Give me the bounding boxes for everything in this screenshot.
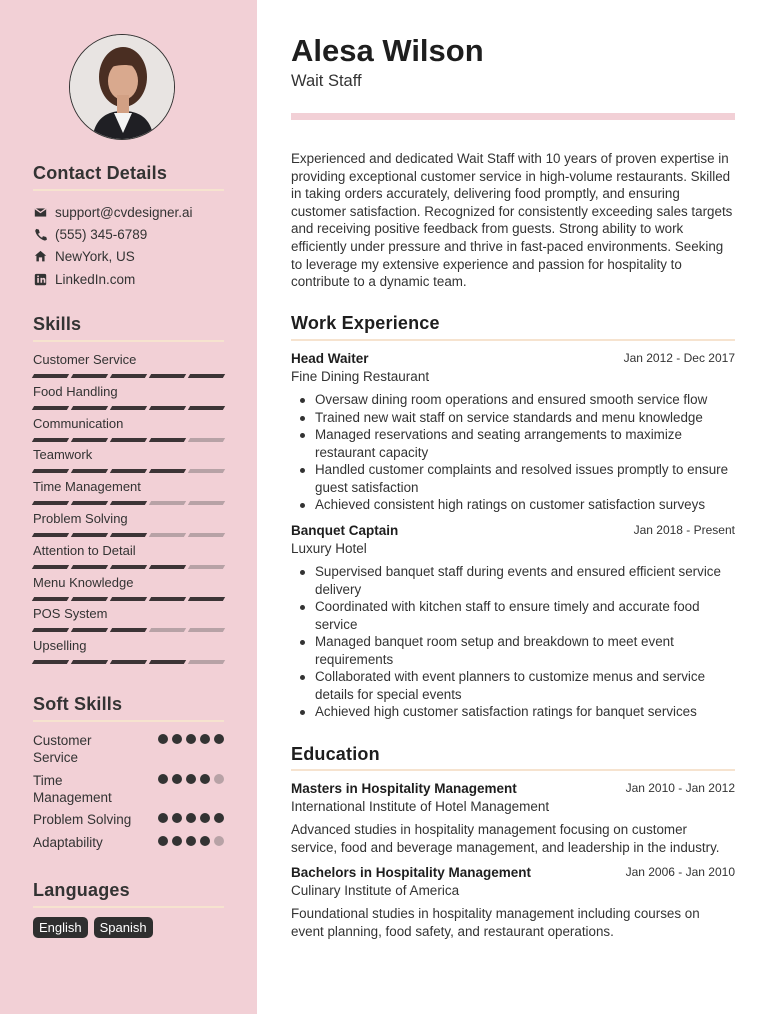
skill-name: Communication (33, 415, 124, 431)
skill-level-segment (149, 533, 186, 537)
skill-level-segment (32, 438, 69, 442)
skill-level-segment (188, 501, 225, 505)
skill-level-segment (149, 660, 186, 664)
skill-level-bars (33, 565, 224, 569)
job-header (291, 523, 735, 538)
skill-level-bars (33, 406, 224, 410)
soft-skill-level-dot (158, 813, 168, 823)
soft-skill-level-dot (214, 774, 224, 784)
contact-divider (33, 189, 224, 191)
skill-level-segment (110, 660, 147, 664)
education-header (291, 865, 735, 880)
skill-name: Attention to Detail (33, 542, 136, 558)
skill-name: Teamwork (33, 447, 93, 463)
list-item: Managed reservations and seating arrangements to maximize restaurant capacity (291, 426, 735, 461)
soft-skill-item (33, 811, 224, 828)
skill-level-bars (33, 501, 224, 505)
skill-item (33, 416, 224, 442)
skill-level-segment (71, 565, 108, 569)
skills-divider (33, 340, 224, 342)
soft-skill-item (33, 772, 224, 806)
skill-level-segment (71, 501, 108, 505)
soft-skill-name: Customer Service (33, 733, 92, 765)
education-dates: Jan 2010 - Jan 2012 (625, 781, 735, 795)
soft-skill-level-dot (200, 836, 210, 846)
job-bullets (291, 563, 735, 721)
contact-email[interactable] (33, 205, 193, 220)
skill-level-segment (188, 565, 225, 569)
soft-skill-item (33, 732, 224, 766)
soft-skill-level-dot (214, 836, 224, 846)
education-header (291, 781, 735, 796)
skill-level-segment (110, 565, 147, 569)
skill-item (33, 575, 224, 601)
job-bullets (291, 391, 735, 514)
skill-level-segment (149, 628, 186, 632)
skill-item (33, 384, 224, 410)
job-organization: Fine Dining Restaurant (291, 369, 430, 384)
skill-level-bars (33, 438, 224, 442)
skill-level-segment (110, 501, 147, 505)
skill-level-segment (188, 469, 225, 473)
skill-name: Menu Knowledge (33, 574, 134, 590)
job-header (291, 351, 735, 366)
languages-divider (33, 906, 224, 908)
soft-skill-item (33, 834, 224, 851)
soft-skill-name: Problem Solving (33, 812, 132, 827)
skill-level-segment (32, 533, 69, 537)
languages-heading: Languages (33, 880, 130, 900)
skill-level-segment (32, 660, 69, 664)
skill-level-segment (188, 660, 225, 664)
skill-level-segment (32, 628, 69, 632)
languages-list (33, 917, 153, 938)
skill-level-segment (149, 406, 186, 410)
list-item: Supervised banquet staff during events and ensured efficient service delivery (291, 563, 735, 598)
person-name: Alesa Wilson (291, 33, 484, 68)
skill-level-segment (149, 501, 186, 505)
school-name: International Institute of Hotel Management (291, 799, 550, 814)
work-divider (291, 339, 735, 341)
skill-level-segment (32, 469, 69, 473)
skill-level-segment (149, 438, 186, 442)
skill-level-bars (33, 469, 224, 473)
contact-heading: Contact Details (33, 163, 168, 183)
contact-email-text: support@cvdesigner.ai (55, 205, 193, 220)
soft-skill-level-dot (200, 774, 210, 784)
soft-skill-level-dot (186, 836, 196, 846)
job-organization: Luxury Hotel (291, 541, 367, 556)
skill-level-segment (32, 406, 69, 410)
soft-skill-level-dot (158, 836, 168, 846)
soft-skill-level-dots (158, 734, 224, 766)
skill-level-segment (32, 374, 69, 378)
education-divider (291, 769, 735, 771)
soft-skill-level-dot (186, 813, 196, 823)
skill-level-segment (149, 374, 186, 378)
profile-photo (69, 34, 175, 140)
soft-skill-level-dot (200, 813, 210, 823)
list-item: Collaborated with event planners to customize menus and service details for special events (291, 668, 735, 703)
list-item: Handled customer complaints and resolved issues promptly to ensure guest satisfaction (291, 461, 735, 496)
skill-level-segment (32, 597, 69, 601)
skill-level-segment (32, 565, 69, 569)
list-item: Achieved high customer satisfaction ratings for banquet services (291, 703, 735, 721)
soft-skills-heading: Soft Skills (33, 694, 123, 714)
school-name: Culinary Institute of America (291, 883, 460, 898)
skill-level-segment (110, 628, 147, 632)
skill-item (33, 352, 224, 378)
soft-skill-name: Adaptability (33, 835, 103, 850)
sidebar (0, 0, 257, 1014)
skill-level-segment (188, 406, 225, 410)
soft-skills-divider (33, 720, 224, 722)
skill-level-segment (71, 438, 108, 442)
education-dates: Jan 2006 - Jan 2010 (625, 865, 735, 879)
list-item: Oversaw dining room operations and ensured smooth service flow (291, 391, 735, 409)
skill-level-segment (32, 501, 69, 505)
skill-item (33, 638, 224, 664)
skill-level-segment (71, 374, 108, 378)
skill-level-segment (110, 374, 147, 378)
skill-item (33, 447, 224, 473)
skill-level-segment (71, 597, 108, 601)
skill-name: Problem Solving (33, 511, 128, 526)
job-position: Head Waiter (291, 351, 369, 366)
contact-location-text: NewYork, US (55, 249, 135, 264)
soft-skill-level-dot (214, 734, 224, 744)
degree-title: Masters in Hospitality Management (291, 781, 517, 796)
list-item: Managed banquet room setup and breakdown to meet event requirements (291, 633, 735, 668)
skill-level-segment (188, 597, 225, 601)
skill-level-segment (149, 565, 186, 569)
contact-linkedin-text: LinkedIn.com (55, 272, 136, 287)
skill-level-segment (110, 438, 147, 442)
skill-level-segment (188, 438, 225, 442)
contact-phone-text: (555) 345-6789 (55, 227, 148, 242)
skill-level-segment (110, 406, 147, 410)
skill-item (33, 606, 224, 632)
skill-level-segment (149, 597, 186, 601)
contact-location (33, 249, 135, 264)
list-item: Trained new wait staff on service standards and menu knowledge (291, 409, 735, 427)
degree-title: Bachelors in Hospitality Management (291, 865, 532, 880)
soft-skill-level-dot (172, 813, 182, 823)
education-description: Advanced studies in hospitality management focusing on customer service, food and beverage management, and leadership in the industry. (291, 822, 720, 855)
skill-level-bars (33, 628, 224, 632)
profile-portrait-icon (70, 35, 175, 140)
contact-phone[interactable] (33, 227, 147, 242)
list-item: Achieved consistent high ratings on customer satisfaction surveys (291, 496, 735, 514)
skill-name: Food Handling (33, 383, 118, 399)
skill-level-segment (110, 597, 147, 601)
soft-skill-level-dot (158, 774, 168, 784)
language-tag: Spanish (94, 917, 153, 938)
skill-name: POS System (33, 606, 108, 622)
skill-name: Customer Service (33, 352, 137, 367)
education-description: Foundational studies in hospitality management including courses on event planning, food safety, and restaurant operations. (291, 906, 700, 939)
language-tag: English (33, 917, 88, 938)
envelope-icon (33, 206, 47, 220)
skill-item (33, 479, 224, 505)
work-heading: Work Experience (291, 313, 440, 333)
skill-level-segment (188, 628, 225, 632)
soft-skill-level-dot (200, 734, 210, 744)
skill-item (33, 511, 224, 537)
skill-name: Time Management (33, 479, 141, 495)
skill-level-segment (71, 406, 108, 410)
skill-name: Upselling (33, 638, 87, 654)
soft-skill-level-dot (214, 813, 224, 823)
skill-level-segment (71, 660, 108, 664)
job-position: Banquet Captain (291, 523, 399, 538)
soft-skill-level-dot (186, 734, 196, 744)
soft-skill-level-dot (186, 774, 196, 784)
skill-level-bars (33, 660, 224, 664)
job-dates: Jan 2018 - Present (633, 523, 735, 537)
soft-skill-level-dots (158, 813, 224, 828)
skill-level-segment (110, 469, 147, 473)
skills-heading: Skills (33, 314, 82, 334)
skill-level-bars (33, 374, 224, 378)
soft-skill-level-dot (172, 774, 182, 784)
skill-level-segment (188, 533, 225, 537)
home-icon (33, 250, 47, 264)
soft-skill-level-dots (158, 774, 224, 806)
skill-level-segment (188, 374, 225, 378)
soft-skill-level-dot (158, 734, 168, 744)
skill-level-segment (110, 533, 147, 537)
skill-level-segment (71, 628, 108, 632)
skill-level-bars (33, 597, 224, 601)
skill-item (33, 543, 224, 569)
skill-level-bars (33, 533, 224, 537)
soft-skill-level-dots (158, 836, 224, 851)
soft-skill-level-dot (172, 734, 182, 744)
skill-level-segment (71, 469, 108, 473)
education-heading: Education (291, 744, 380, 764)
linkedin-icon (33, 273, 47, 287)
soft-skill-level-dot (172, 836, 182, 846)
header-divider (291, 113, 735, 120)
contact-linkedin[interactable] (33, 272, 135, 287)
phone-icon (33, 228, 47, 242)
job-dates: Jan 2012 - Dec 2017 (623, 351, 735, 365)
job-title: Wait Staff (291, 72, 362, 90)
summary-text: Experienced and dedicated Wait Staff with 10 years of proven expertise in providing exceptional customer service in high-volume restaurants. Skilled in taking orders accurately, delivering food promptly, and ensuring customer satisfaction. Recognized for consistently exceeding sales targets and receiving positive feedback from guests. Strong ability to work efficiently under pressure and thrive in fast-paced environments. Seeking to leverage my extensive experience and passion for hospitality to contribute to a dynamic team. (291, 151, 733, 290)
skill-level-segment (149, 469, 186, 473)
soft-skill-name: Time Management (33, 773, 112, 805)
skill-level-segment (71, 533, 108, 537)
list-item: Coordinated with kitchen staff to ensure timely and accurate food service (291, 598, 735, 633)
